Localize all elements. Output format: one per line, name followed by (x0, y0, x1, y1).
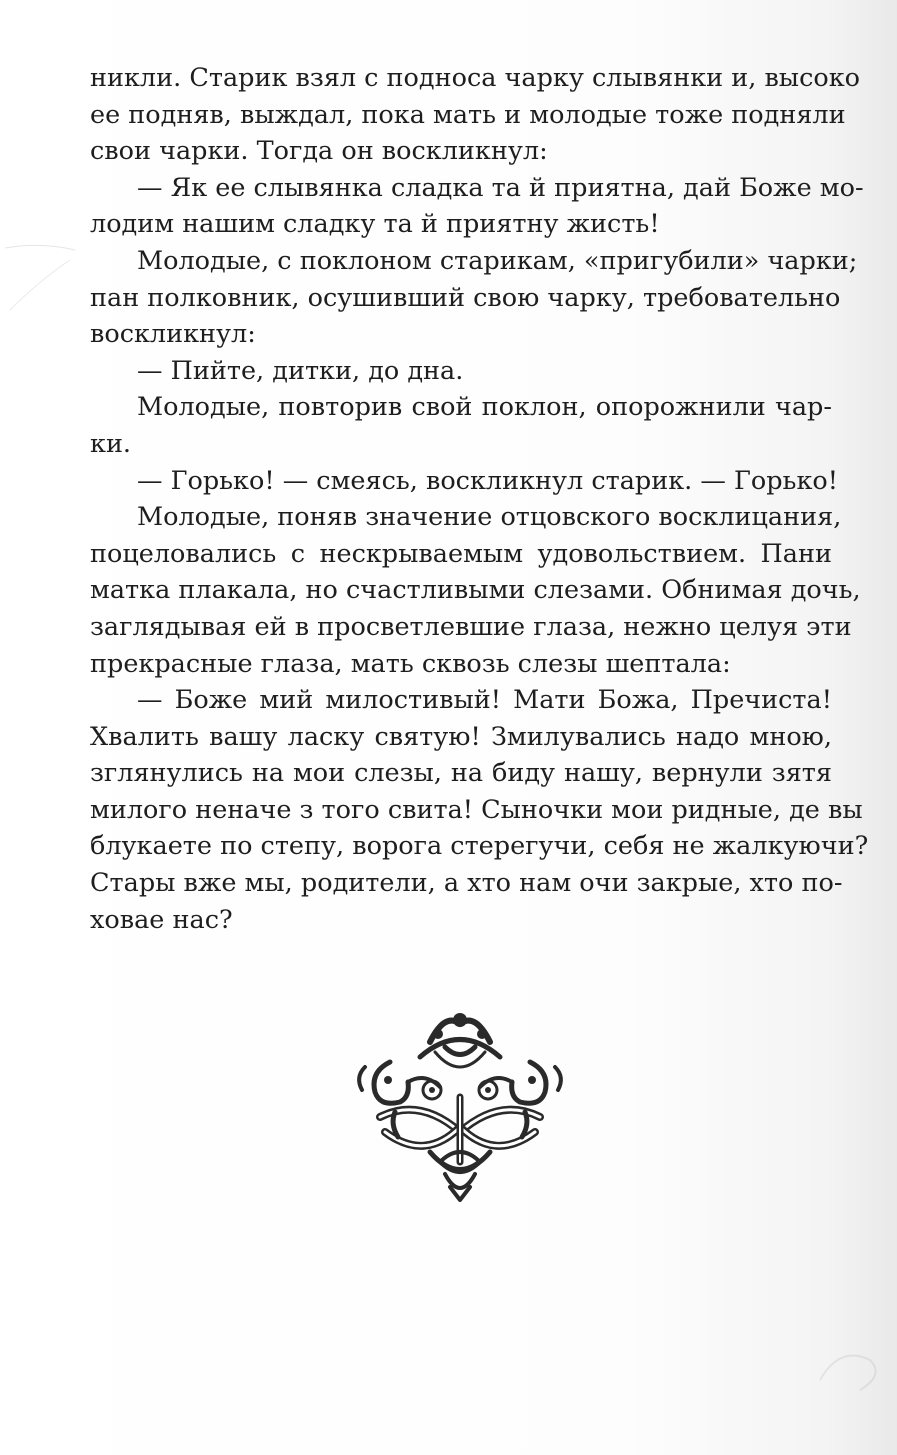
text-line: поцеловались с нескрываемым удовольствием. Пани (90, 538, 832, 569)
text-line: заглядывая ей в просветлевшие глаза, нежно целуя эти (90, 611, 852, 642)
page-crease-mark (0, 240, 80, 350)
text-line: — Горько! — смеясь, воскликнул старик. — Горько! (137, 465, 838, 496)
text-line: прекрасные глаза, мать сквозь слезы шептала: (90, 648, 731, 679)
text-line: милого неначе з того свита! Сыночки мои ридные, де вы (90, 794, 863, 825)
text-line: блукаете по степу, ворога стерегучи, себя не жалкуючи? (90, 831, 869, 862)
text-line: Молодые, поняв значение отцовского восклицания, (137, 502, 842, 533)
text-line: ховае нас? (90, 904, 233, 935)
text-line: Молодые, повторив свой поклон, опорожнили чар- (137, 392, 832, 423)
text-line: зглянулись на мои слезы, на биду нашу, вернули зятя (90, 758, 832, 789)
text-line: — Як ее слывянка сладка та й приятна, дай Боже мо- (137, 172, 864, 203)
body-text (90, 60, 869, 938)
celtic-knot-ornament-icon (350, 1002, 570, 1207)
text-line: — Боже мий милостивый! Мати Божа, Пречиста! (137, 685, 832, 716)
text-line: Хвалить вашу ласку святую! Змилувались надо мною, (90, 721, 832, 752)
text-line: ее подняв, выждал, пока мать и молодые тоже подняли (90, 99, 846, 130)
text-line: никли. Старик взял с подноса чарку слывянки и, высоко (90, 63, 861, 93)
text-line: матка плакала, но счастливыми слезами. Обнимая дочь, (90, 575, 861, 606)
text-line: лодим нашим сладку та й приятну жисть! (90, 209, 660, 240)
text-line: Стары вже мы, родители, а хто нам очи закрые, хто по- (90, 868, 843, 899)
show-through-mark (810, 1340, 890, 1400)
text-line: — Пийте, дитки, до дна. (137, 355, 464, 386)
text-line: воскликнул: (90, 319, 256, 350)
text-line: свои чарки. Тогда он воскликнул: (90, 136, 548, 167)
text-line: пан полковник, осушивший свою чарку, требовательно (90, 282, 841, 313)
text-line: Молодые, с поклоном старикам, «пригубили» чарки; (137, 245, 858, 276)
text-line: ки. (90, 428, 132, 459)
